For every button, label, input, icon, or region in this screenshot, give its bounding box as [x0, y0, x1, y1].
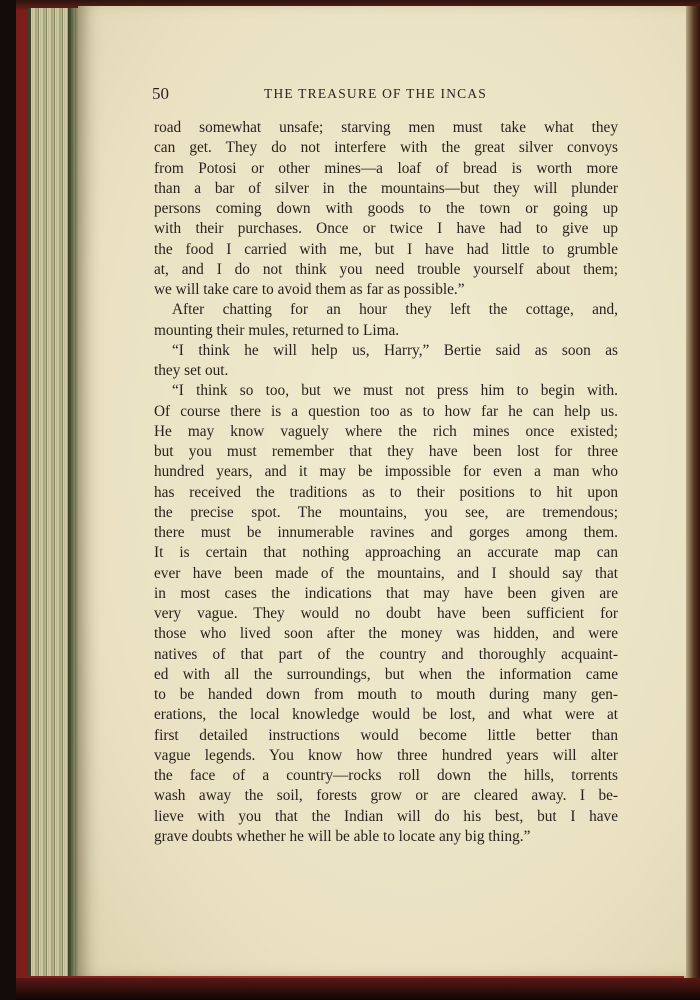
text-line: wash away the soil, forests grow or are cleared away. I be- — [154, 787, 618, 805]
text-line: After chatting for an hour they left the cottage, and, — [172, 301, 618, 319]
book-page — [78, 6, 686, 976]
text-line: but you must remember that they have been lost for three — [154, 443, 618, 460]
page-header — [78, 80, 686, 106]
text-line: lieve with you that the Indian will do his best, but I have — [154, 807, 618, 825]
text-line: first detailed instructions would become little better than — [154, 726, 618, 744]
text-line: persons coming down with goods to the town or going up — [154, 200, 618, 217]
text-line: ed with all the surroundings, but when the information came — [154, 665, 618, 683]
text-line: vague legends. You know how three hundred years will alter — [154, 746, 618, 764]
bottom-shadow — [16, 978, 700, 1000]
text-line: can get. They do not interfere with the great silver convoys — [154, 139, 618, 157]
text-line: than a bar of silver in the mountains—but they will plunder — [154, 179, 618, 197]
text-line: natives of that part of the country and thoroughly acquaint- — [154, 645, 618, 663]
text-line: has received the traditions as to their positions to hit upon — [154, 483, 618, 501]
page-body — [154, 118, 618, 847]
text-line: road somewhat unsafe; starving men must take what they — [154, 119, 618, 136]
text-line: erations, the local knowledge would be lost, and what were at — [154, 706, 618, 724]
text-line: Of course there is a question too as to how far he can help us. — [154, 402, 618, 420]
text-line: those who lived soon after the money was hidden, and were — [154, 625, 618, 643]
text-line: It is certain that nothing approaching an accurate map can — [154, 544, 618, 562]
text-line: grave doubts whether he will be able to locate any big thing.” — [154, 827, 531, 845]
text-line: there must be innumerable ravines and gorges among them. — [154, 524, 618, 541]
page-right-edge — [684, 6, 700, 978]
paragraph — [154, 118, 618, 300]
text-line: the food I carried with me, but I have had little to grumble — [154, 240, 618, 258]
text-line: to be handed down from mouth to mouth during many gen- — [154, 686, 618, 703]
text-line: “I think he will help us, Harry,” Bertie said as soon as — [172, 341, 618, 359]
text-line: mounting their mules, returned to Lima. — [154, 321, 400, 339]
text-line: He may know vaguely where the rich mines once existed; — [154, 422, 618, 440]
text-line: from Potosi or other mines—a loaf of bread is worth more — [154, 159, 618, 177]
text-line: they set out. — [154, 362, 229, 379]
paragraph — [154, 341, 618, 382]
text-line: “I think so too, but we must not press him to begin with. — [172, 382, 618, 400]
text-line: the face of a country—rocks roll down the hills, torrents — [154, 767, 618, 784]
paragraph — [154, 381, 618, 847]
text-line: the precise spot. The mountains, you see, are tremendous; — [154, 503, 618, 521]
text-line: very vague. They would no doubt have been sufficient for — [154, 605, 618, 622]
paragraph — [154, 300, 618, 341]
text-line: hundred years, and it may be impossible for even a man who — [154, 463, 618, 481]
text-line: with their purchases. Once or twice I have had to give up — [154, 220, 618, 238]
running-title: THE TREASURE OF THE INCAS — [264, 86, 488, 101]
text-line: we will take care to avoid them as far as possible.” — [154, 281, 465, 298]
text-line: in most cases the indications that may have been given are — [154, 584, 618, 602]
text-line: ever have been made of the mountains, and I should say that — [154, 564, 618, 582]
text-line: at, and I do not think you need trouble yourself about them; — [154, 260, 618, 278]
page-number: 50 — [152, 84, 169, 103]
